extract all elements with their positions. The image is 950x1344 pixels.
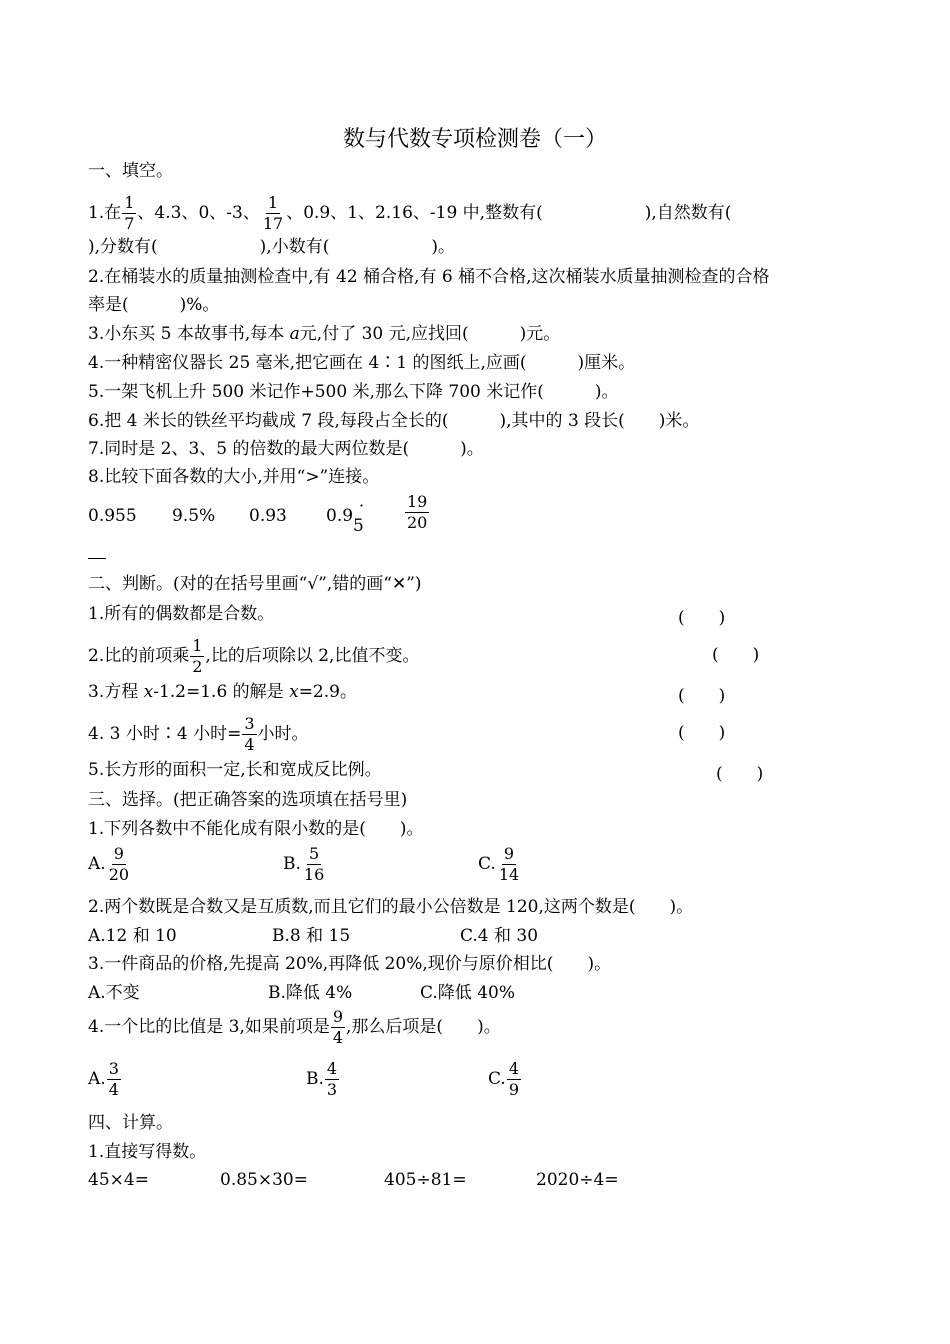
compare-number: 9.5%: [172, 506, 216, 526]
choice-option-b[interactable]: B.8 和 15: [272, 926, 351, 946]
choice-q4: 4.一个比的比值是 3,如果前项是 $\frac{9}{4}$ ,那么后项是( )。: [88, 1007, 501, 1047]
judge-q1: 1.所有的偶数都是合数。: [88, 604, 275, 624]
choice-option-c[interactable]: C. $\frac{9}{14}$: [478, 844, 520, 884]
choice-option-c[interactable]: C.4 和 30: [460, 926, 539, 946]
fraction: $\frac{3}{4}$: [244, 714, 255, 754]
choice-option-a[interactable]: A. $\frac{9}{20}$: [88, 844, 130, 884]
page-title: 数与代数专项检测卷（一）: [342, 127, 607, 152]
fill-q7: 7.同时是 2、3、5 的倍数的最大两位数是( )。: [88, 439, 484, 459]
choice-option-c[interactable]: C. $\frac{4}{9}$: [488, 1059, 519, 1099]
compare-fraction: $\frac{19}{20}$: [407, 492, 428, 532]
answer-paren[interactable]: ( ): [712, 645, 760, 665]
compare-number: 0.93: [249, 506, 287, 526]
answer-paren[interactable]: ( ): [678, 723, 726, 743]
fill-q2-line2: 率是( )%。: [88, 295, 220, 315]
compare-number-repeating: 0.95 ·: [326, 496, 365, 536]
fraction: $\frac{9}{4}$: [332, 1007, 344, 1047]
section-heading-4: 四、计算。: [88, 1113, 173, 1133]
answer-paren[interactable]: ( ): [716, 764, 764, 784]
fill-q1: 1.在 $\frac{1}{7}$ 、4.3、0、-3、 $\frac{1}{17}$ 、0.9、1、2.16、-19 中,整数有( ),自然数有(: [88, 193, 732, 233]
fraction: $\frac{1}{2}$: [192, 636, 203, 676]
choice-q2: 2.两个数既是合数又是互质数,而且它们的最小公倍数是 120,这两个数是( )。: [88, 897, 694, 917]
answer-paren[interactable]: ( ): [678, 686, 726, 706]
judge-q5: 5.长方形的面积一定,长和宽成反比例。: [88, 760, 382, 780]
answer-paren[interactable]: ( ): [678, 608, 726, 628]
fill-q1-line2: ),分数有( ),小数有( )。: [88, 237, 455, 257]
fraction: $\frac{1}{17}$: [262, 193, 284, 233]
calc-sub1: 1.直接写得数。: [88, 1142, 207, 1162]
choice-option-b[interactable]: B. $\frac{4}{3}$: [306, 1059, 338, 1099]
choice-option-a[interactable]: A. $\frac{3}{4}$: [88, 1059, 119, 1099]
choice-option-c[interactable]: C.降低 40%: [420, 983, 515, 1003]
choice-option-a[interactable]: A.12 和 10: [88, 926, 177, 946]
judge-q3: 3.方程 x-1.2=1.6 的解是 x=2.9。: [88, 682, 357, 702]
divider: [88, 558, 106, 559]
fill-q5: 5.一架飞机上升 500 米记作+500 米,那么下降 700 米记作( )。: [88, 382, 619, 402]
fill-q8: 8.比较下面各数的大小,并用“>”连接。: [88, 467, 380, 487]
calc-item[interactable]: 0.85×30=: [220, 1170, 308, 1190]
choice-q1: 1.下列各数中不能化成有限小数的是( )。: [88, 819, 424, 839]
section-heading-2: 二、判断。(对的在括号里画“√”,错的画“✕”): [88, 574, 422, 594]
section-heading-1: 一、填空。: [88, 161, 173, 181]
choice-option-b[interactable]: B.降低 4%: [268, 983, 353, 1003]
calc-item[interactable]: 405÷81=: [384, 1170, 467, 1190]
compare-number: 0.955: [88, 506, 137, 526]
calc-item[interactable]: 45×4=: [88, 1170, 149, 1190]
fraction: $\frac{1}{7}$: [124, 193, 135, 233]
fill-q3: 3.小东买 5 本故事书,每本 a元,付了 30 元,应找回( )元。: [88, 324, 561, 344]
choice-option-a[interactable]: A.不变: [88, 983, 140, 1003]
repeating-dot: ·: [359, 496, 365, 515]
calc-item[interactable]: 2020÷4=: [536, 1170, 619, 1190]
fill-q6: 6.把 4 米长的铁丝平均截成 7 段,每段占全长的( ),其中的 3 段长( )米。: [88, 411, 700, 431]
choice-q3: 3.一件商品的价格,先提高 20%,再降低 20%,现价与原价相比( )。: [88, 954, 612, 974]
judge-q2: 2.比的前项乘 $\frac{1}{2}$ ,比的后项除以 2,比值不变。: [88, 636, 420, 676]
section-heading-3: 三、选择。(把正确答案的选项填在括号里): [88, 790, 408, 810]
judge-q4: 4. 3 小时∶4 小时= $\frac{3}{4}$ 小时。: [88, 714, 309, 754]
choice-option-b[interactable]: B. $\frac{5}{16}$: [283, 844, 325, 884]
fill-q2: 2.在桶装水的质量抽测检查中,有 42 桶合格,有 6 桶不合格,这次桶装水质量抽测检查的合格: [88, 267, 770, 287]
fill-q4: 4.一种精密仪器长 25 毫米,把它画在 4∶1 的图纸上,应画( )厘米。: [88, 353, 636, 373]
